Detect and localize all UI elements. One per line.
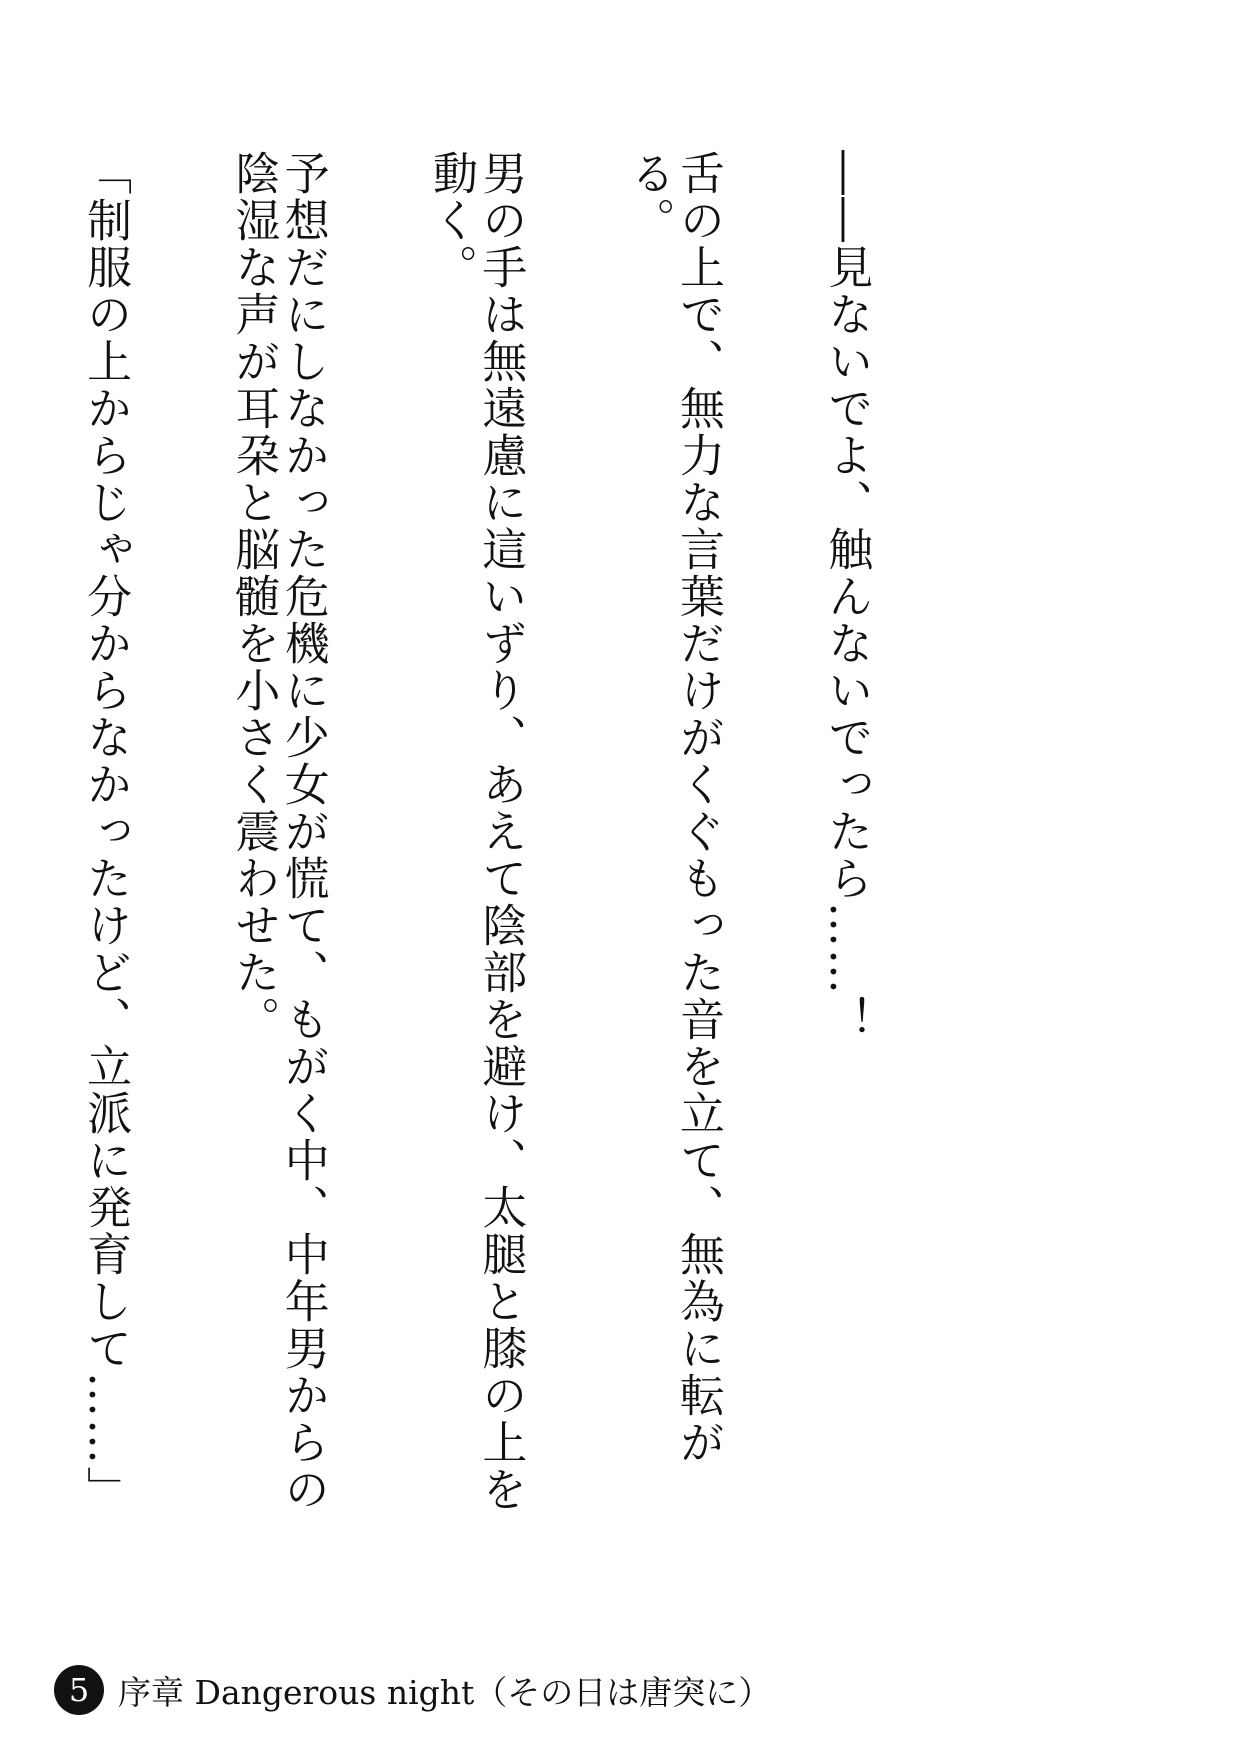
paragraph: 舌の上で、無力な言葉だけがくぐもった音を立て、無為に転がる。 xyxy=(622,150,725,1466)
page-number: 5 xyxy=(54,1665,104,1715)
paragraph: 「制服の上からじゃ分からなかったけど、立派に発育して……」 xyxy=(79,150,133,1513)
body-text xyxy=(79,150,970,1520)
running-head: 序章 Dangerous night（その日は唐突に） xyxy=(118,1672,772,1712)
page-footer xyxy=(54,1662,771,1718)
paragraph: 予想だにしなかった危機に少女が慌て、もがく中、中年男からの陰湿な声が耳朶と脳髄を小さく震わせた。 xyxy=(227,150,330,1513)
paragraph: 男の手は無遠慮に這いずり、あえて陰部を避け、太腿と膝の上を動く。 xyxy=(424,150,528,1513)
paragraph: ――見ないでよ、触んないでったら……！ xyxy=(820,150,874,1043)
